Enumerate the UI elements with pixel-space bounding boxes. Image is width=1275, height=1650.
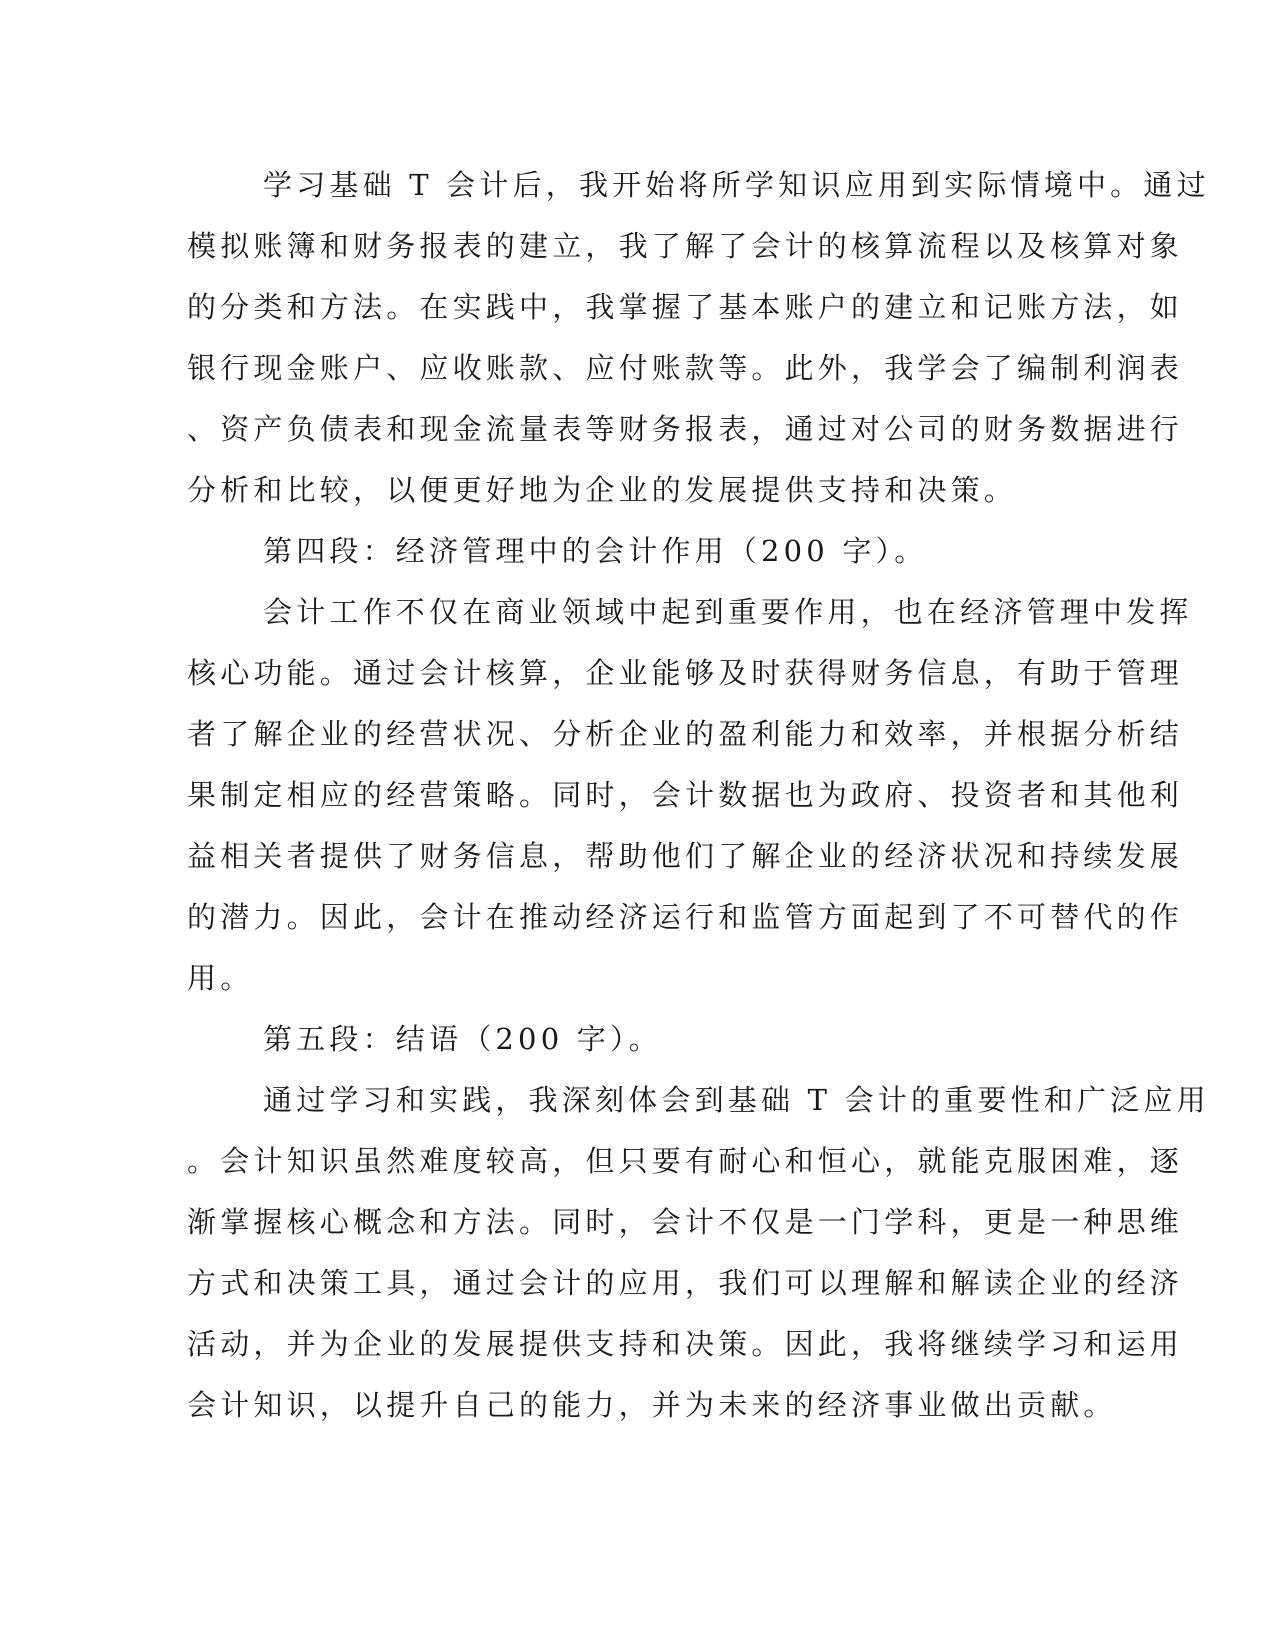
paragraph-practice-line-3: 的分类和方法。在实践中，我掌握了基本账户的建立和记账方法，如 (187, 290, 1184, 324)
paragraph-role-line-4: 果制定相应的经营策略。同时，会计数据也为政府、投资者和其他利 (187, 778, 1184, 812)
document-body (187, 155, 1210, 1436)
paragraph-role-line-6: 的潜力。因此，会计在推动经济运行和监管方面起到了不可替代的作 (187, 900, 1184, 934)
paragraph-role-line-3: 者了解企业的经营状况、分析企业的盈利能力和效率，并根据分析结 (187, 717, 1184, 751)
paragraph-practice-line-2: 模拟账簿和财务报表的建立，我了解了会计的核算流程以及核算对象 (187, 229, 1184, 263)
paragraph-conclusion-line-4: 方式和决策工具，通过会计的应用，我们可以理解和解读企业的经济 (187, 1266, 1184, 1300)
section-heading-4: 第四段：经济管理中的会计作用（200 字）。 (263, 534, 928, 568)
paragraph-role-line-7: 用。 (187, 961, 254, 995)
paragraph-practice-line-4: 银行现金账户、应收账款、应付账款等。此外，我学会了编制利润表 (187, 351, 1184, 385)
paragraph-conclusion-line-3: 渐掌握核心概念和方法。同时，会计不仅是一门学科，更是一种思维 (187, 1205, 1184, 1239)
paragraph-conclusion-line-2: 。会计知识虽然难度较高，但只要有耐心和恒心，就能克服困难，逐 (187, 1144, 1184, 1178)
paragraph-conclusion-line-5: 活动，并为企业的发展提供支持和决策。因此，我将继续学习和运用 (187, 1327, 1184, 1361)
paragraph-practice-line-5: 、资产负债表和现金流量表等财务报表，通过对公司的财务数据进行 (187, 412, 1184, 446)
paragraph-role-line-2: 核心功能。通过会计核算，企业能够及时获得财务信息，有助于管理 (187, 656, 1184, 690)
paragraph-role-line-1: 会计工作不仅在商业领域中起到重要作用，也在经济管理中发挥 (263, 595, 1193, 629)
paragraph-conclusion-line-6: 会计知识，以提升自己的能力，并为未来的经济事业做出贡献。 (187, 1388, 1117, 1422)
section-heading-5: 第五段：结语（200 字）。 (263, 1022, 662, 1056)
paragraph-conclusion-line-1: 通过学习和实践，我深刻体会到基础 T 会计的重要性和广泛应用 (263, 1083, 1210, 1117)
paragraph-practice-line-6: 分析和比较，以便更好地为企业的发展提供支持和决策。 (187, 473, 1018, 507)
paragraph-role-line-5: 益相关者提供了财务信息，帮助他们了解企业的经济状况和持续发展 (187, 839, 1184, 873)
paragraph-practice-line-1: 学习基础 T 会计后，我开始将所学知识应用到实际情境中。通过 (263, 168, 1210, 202)
